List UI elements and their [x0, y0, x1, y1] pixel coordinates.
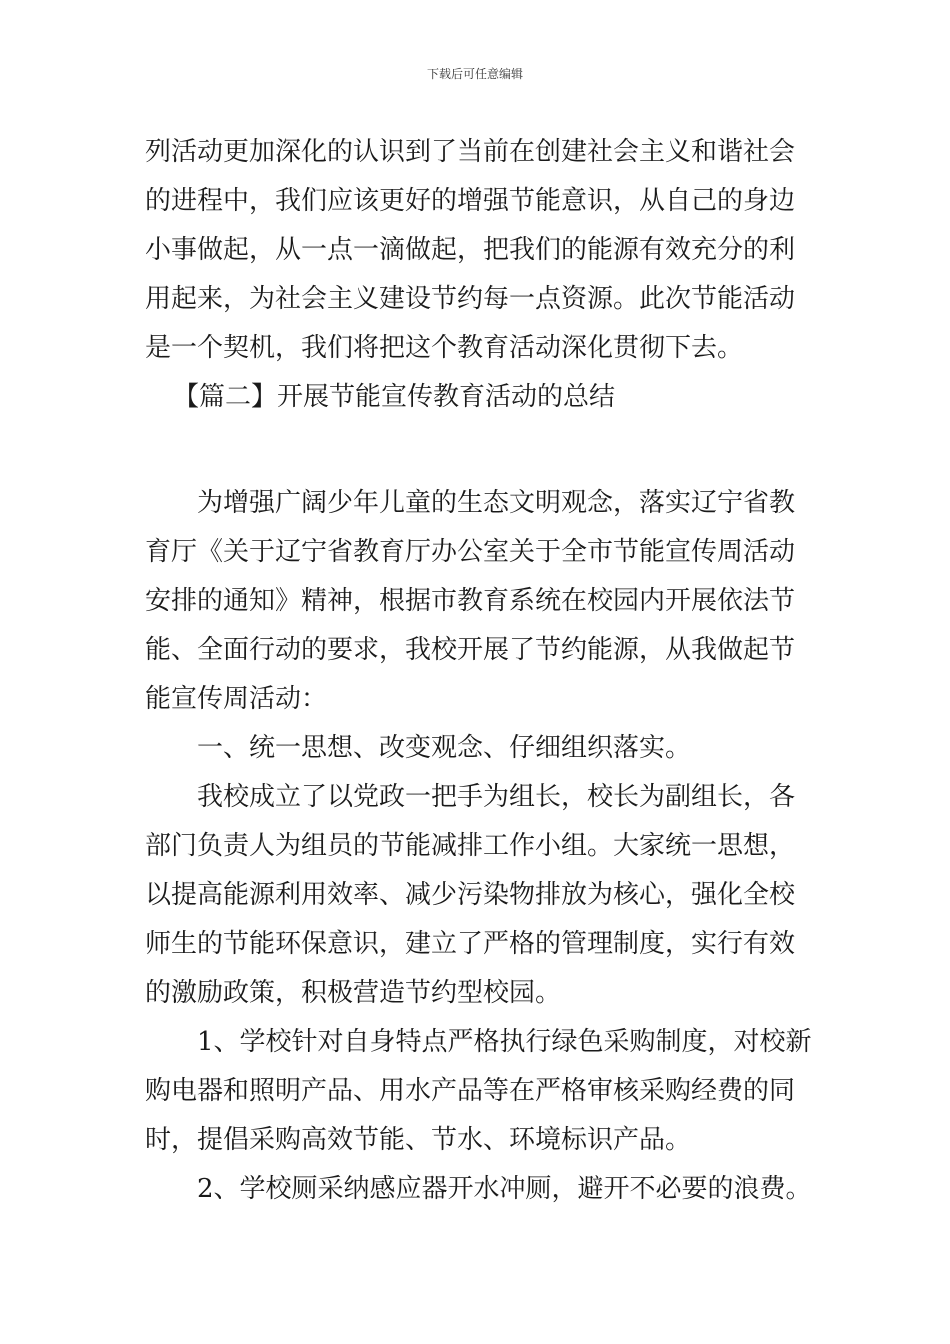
paragraph-continuation	[145, 128, 817, 373]
text-line: 能、全面行动的要求，我校开展了节约能源，从我做起节	[145, 635, 796, 665]
page-header-note: 下载后可任意编辑	[426, 67, 523, 81]
text-line: 的进程中，我们应该更好的增强节能意识，从自己的身边	[145, 186, 796, 216]
document-body	[145, 128, 817, 1214]
section-title: 【篇二】开展节能宣传教育活动的总结	[173, 382, 616, 412]
text-line: 小事做起，从一点一滴做起，把我们的能源有效充分的利	[145, 235, 796, 265]
item-heading: 一、统一思想、改变观念、仔细组织落实。	[197, 733, 692, 763]
text-line: 1、学校针对自身特点严格执行绿色采购制度，对校新	[197, 1027, 812, 1057]
paragraph-intro	[145, 479, 817, 724]
text-line: 能宣传周活动：	[145, 684, 328, 714]
paragraph-procurement	[145, 1018, 817, 1165]
spacer	[145, 471, 817, 479]
text-line: 育厅《关于辽宁省教育厅办公室关于全市节能宣传周活动	[145, 537, 796, 567]
paragraph-toilets	[145, 1165, 817, 1214]
text-line: 为增强广阔少年儿童的生态文明观念，落实辽宁省教	[197, 488, 796, 518]
text-line: 安排的通知》精神，根据市教育系统在校园内开展依法节	[145, 586, 796, 616]
text-line: 师生的节能环保意识，建立了严格的管理制度，实行有效	[145, 929, 796, 959]
text-line: 购电器和照明产品、用水产品等在严格审核采购经费的同	[145, 1076, 796, 1106]
text-line: 2、学校厕采纳感应器开水冲厕，避开不必要的浪费。	[197, 1174, 812, 1204]
text-line: 时，提倡采购高效节能、节水、环境标识产品。	[145, 1125, 692, 1155]
text-line: 是一个契机，我们将把这个教育活动深化贯彻下去。	[145, 333, 744, 363]
text-line: 我校成立了以党政一把手为组长，校长为副组长，各	[197, 782, 796, 812]
paragraph-organization	[145, 773, 817, 1018]
blank-line	[145, 422, 817, 471]
text-line: 列活动更加深化的认识到了当前在创建社会主义和谐社会	[145, 137, 796, 167]
text-line: 用起来，为社会主义建设节约每一点资源。此次节能活动	[145, 284, 796, 314]
text-line: 以提高能源利用效率、减少污染物排放为核心，强化全校	[145, 880, 796, 910]
text-line: 的激励政策，积极营造节约型校园。	[145, 978, 562, 1008]
text-line: 部门负责人为组员的节能减排工作小组。大家统一思想，	[145, 831, 796, 861]
